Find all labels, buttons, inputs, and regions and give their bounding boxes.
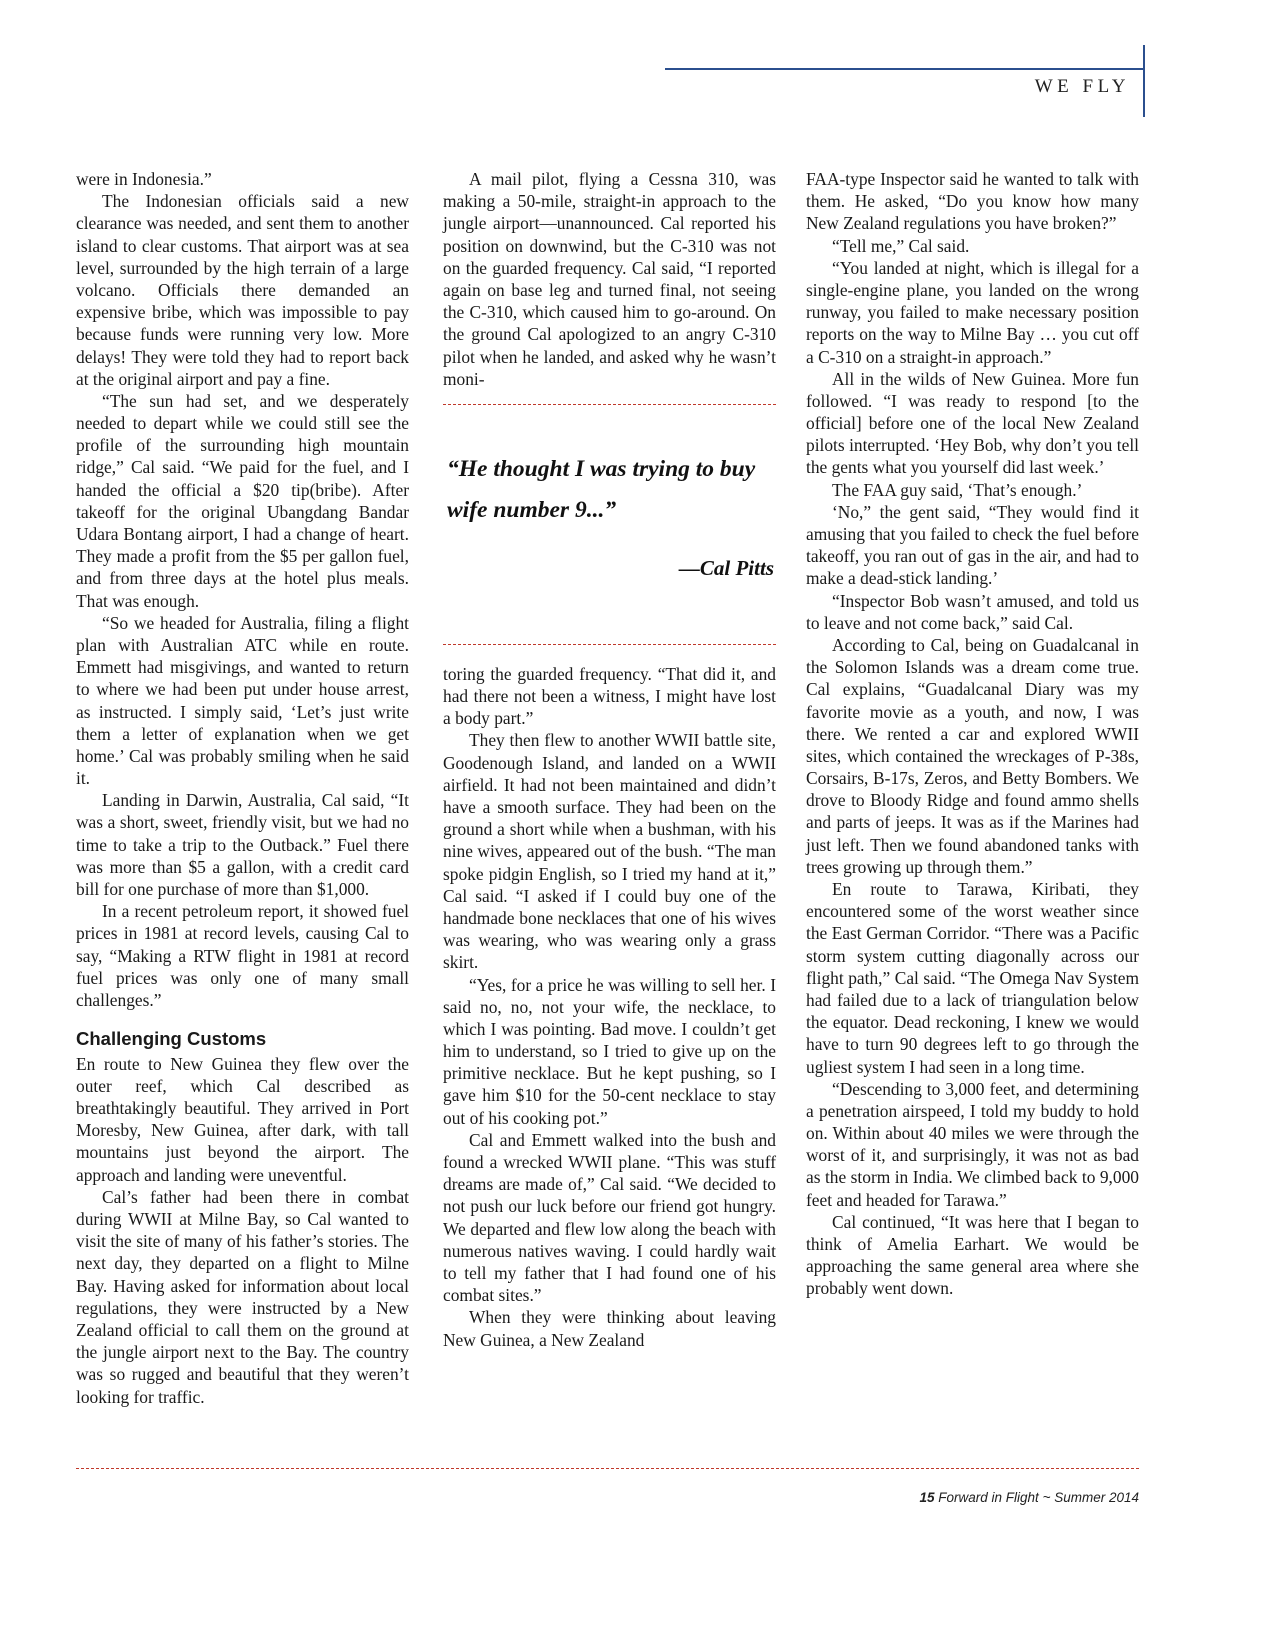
paragraph: Cal and Emmett walked into the bush and found a wrecked WWII plane. “This was stuff dreams are made of,” Cal said. “We decided to not push our luck before our friend got hungry. We departed and flew low along the beach with numerous natives waving. I could hardly wait to tell my father that I had found one of his combat sites.”	[443, 1129, 776, 1306]
page-number: 15	[919, 1490, 935, 1505]
paragraph: ‘No,” the gent said, “They would find it amusing that you failed to check the fuel before takeoff, you ran out of gas in the air, and had to make a dead-stick landing.’	[806, 501, 1139, 589]
paragraph: “Inspector Bob wasn’t amused, and told us to leave and not come back,” said Cal.	[806, 590, 1139, 633]
pull-quote-bottom-divider	[443, 644, 776, 645]
paragraph: According to Cal, being on Guadalcanal in the Solomon Islands was a dream come true. Cal explains, “Guadalcanal Diary was my favorite movie as a youth, and now, I was there. We rented a car and explored WWII sites, which contained the wreckages of P-38s, Corsairs, B-17s, Zeros, and Betty Bombers. We drove to Bloody Ridge and found ammo shells and parts of jeeps. It was as if the Marines had just left. Then we found abandoned tanks with trees growing up through them.”	[806, 634, 1139, 877]
paragraph: were in Indonesia.”	[76, 169, 212, 189]
pull-quote-attribution: —Cal Pitts	[678, 556, 774, 581]
page-title: WE FLY	[1034, 76, 1130, 97]
header-rule-vertical	[1143, 45, 1145, 117]
paragraph: “Descending to 3,000 feet, and determining a penetration airspeed, I told my buddy to hold on. Within about 40 miles we were through the worst of it, and surprisingly, it was not as bad as the storm in India. We climbed back to 9,000 feet and headed for Tarawa.”	[806, 1078, 1139, 1210]
paragraph: When they were thinking about leaving New Guinea, a New Zealand	[443, 1307, 776, 1350]
footer-meta	[919, 1490, 1139, 1505]
paragraph: Landing in Darwin, Australia, Cal said, “It was a short, sweet, friendly visit, but we had no time to take a trip to the Outback.” Fuel there was more than $5 a gallon, with a credit card bill for one purchase of more than $1,000.	[76, 790, 409, 899]
paragraph: En route to New Guinea they flew over the outer reef, which Cal described as breathtakingly beautiful. They arrived in Port Moresby, New Guinea, after dark, with tall mountains just beyond the airport. The approach and landing were uneventful.	[76, 1053, 409, 1185]
header-rule-horizontal	[665, 68, 1145, 70]
issue-label: Forward in Flight ~ Summer 2014	[938, 1490, 1139, 1505]
paragraph: The Indonesian officials said a new clearance was needed, and sent them to another island to clear customs. That airport was at sea level, surrounded by the high terrain of a large volcano. Officials there demanded an expensive bribe, which was impossible to pay because funds were running very low. More delays! They were told they had to report back at the original airport and pay a fine.	[76, 191, 409, 389]
paragraph: “The sun had set, and we desperately needed to depart while we could still see the profile of the surrounding high mountain ridge,” Cal said. “We paid for the fuel, and I handed the official a $20 tip(bribe). After takeoff for the original Ubangdang Bandar Udara Bontang airport, I had a change of heart. They made a profit from the $5 per gallon fuel, and from three days at the hotel plus meals. That was enough.	[76, 390, 409, 611]
paragraph: In a recent petroleum report, it showed fuel prices in 1981 at record levels, causing Cal to say, “Making a RTW flight in 1981 at record fuel prices was only one of many small challenges.”	[76, 901, 409, 1010]
section-subhead: Challenging Customs	[76, 1028, 267, 1050]
paragraph: Cal’s father had been there in combat during WWII at Milne Bay, so Cal wanted to visit the site of many of his father’s stories. The next day, they departed on a flight to Milne Bay. Having asked for information about local regulations, they were instructed by a New Zealand official to call them on the ground at the jungle airport next to the Bay. The country was so rugged and beautiful that they weren’t looking for traffic.	[76, 1186, 409, 1407]
paragraph: Cal continued, “It was here that I began to think of Amelia Earhart. We would be approaching the same general area where she probably went down.	[806, 1211, 1139, 1299]
paragraph: All in the wilds of New Guinea. More fun followed. “I was ready to respond [to the official] before one of the local New Zealand pilots interrupted. ‘Hey Bob, why don’t you tell the gents what you yourself did last week.’	[806, 368, 1139, 478]
footer-divider	[76, 1468, 1139, 1469]
paragraph: “You landed at night, which is illegal for a single-engine plane, you landed on the wrong runway, you failed to make necessary position reports on the way to Milne Bay … you cut off a C-310 on a straight-in approach.”	[806, 257, 1139, 367]
pull-quote-block	[443, 404, 776, 645]
paragraph: toring the guarded frequency. “That did it, and had there not been a witness, I might have lost a body part.”	[443, 663, 776, 729]
paragraph: En route to Tarawa, Kiribati, they encountered some of the worst weather since the East German Corridor. “There was a Pacific storm system cutting diagonally across our flight path,” Cal said. “The Omega Nav System had failed due to a lack of triangulation below the equator. Dead reckoning, I knew we would have to turn 90 degrees left to go through the ugliest system I had seen in a long time.	[806, 879, 1139, 1077]
paragraph: “Yes, for a price he was willing to sell her. I said no, no, not your wife, the necklace, to which I was pointing. Bad move. I couldn’t get him to understand, so I tried to give up on the primitive necklace. But he kept pushing, so I gave him $10 for the 50-cent necklace to stay out of his cooking pot.”	[443, 974, 776, 1128]
text-column-3	[806, 168, 1139, 1300]
text-column-2	[443, 168, 776, 1351]
page-header	[0, 0, 1275, 130]
text-column-1	[76, 168, 409, 1408]
paragraph: The FAA guy said, ‘That’s enough.’	[832, 479, 1083, 500]
paragraph: “So we headed for Australia, filing a flight plan with Australian ATC while en route. Emmett had misgivings, and wanted to return to where we had been put under house arrest, as instructed. I simply said, ‘Let’s just write them a letter of explanation when we get home.’ Cal was probably smiling when he said it.	[76, 612, 409, 789]
paragraph: “Tell me,” Cal said.	[832, 235, 970, 256]
article-body	[76, 168, 1139, 1448]
paragraph: They then flew to another WWII battle site, Goodenough Island, and landed on a WWII airfield. It had not been maintained and didn’t have a smooth surface. They had been on the ground a short while when a bushman, with his nine wives, appeared out of the bush. “The man spoke pidgin English, so I tried my hand at it,” Cal said. “I asked if I could buy one of the handmade bone necklaces that one of his wives was wearing, who was wearing only a grass skirt.	[443, 730, 776, 973]
paragraph: FAA-type Inspector said he wanted to talk with them. He asked, “Do you know how many New Zealand regulations you have broken?”	[806, 169, 1139, 234]
pull-quote-text: “He thought I was trying to buy wife number 9...”	[447, 455, 756, 523]
paragraph: A mail pilot, flying a Cessna 310, was making a 50-mile, straight-in approach to the jungle airport—unannounced. Cal reported his position on downwind, but the C-310 was not on the guarded frequency. Cal said, “I reported again on base leg and turned final, not seeing the C-310, which caused him to go-around. On the ground Cal apologized to an angry C-310 pilot when he landed, and asked why he wasn’t moni-	[443, 169, 776, 389]
